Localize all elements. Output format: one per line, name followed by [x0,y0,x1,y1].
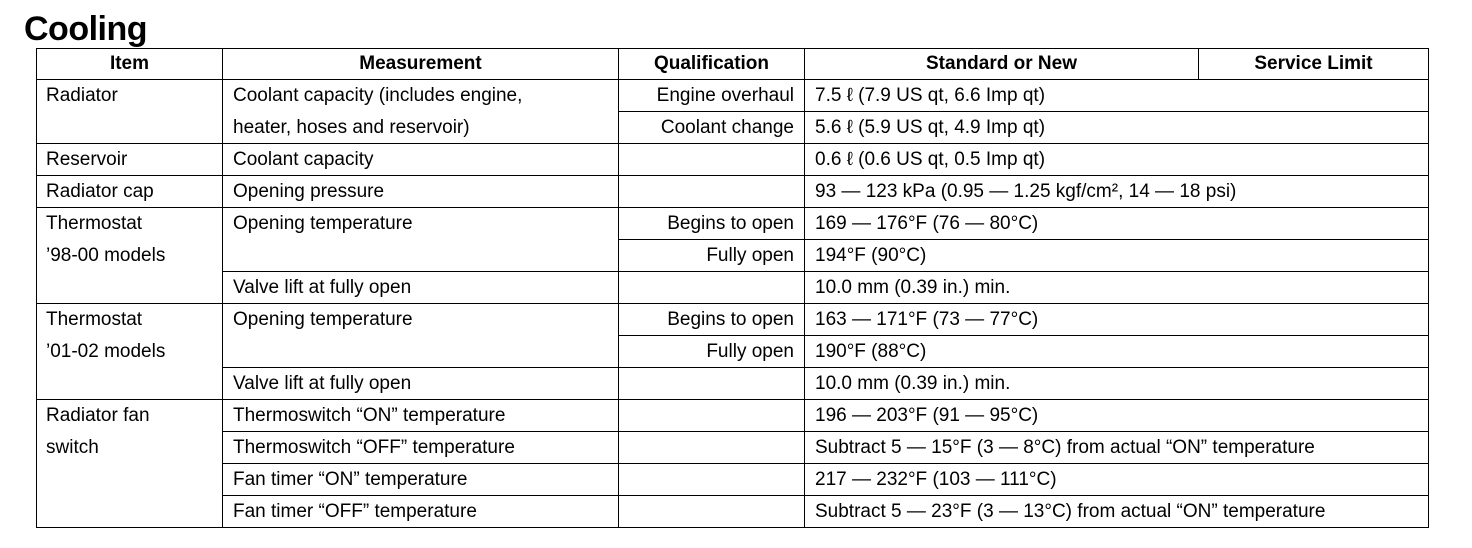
measurement-cell: Opening temperature [223,304,619,368]
qualification-cell: Engine overhaul [619,80,805,112]
item-thermostat-01: Thermostat [37,304,223,336]
standard-cell: 5.6 ℓ (5.9 US qt, 4.9 Imp qt) [805,112,1429,144]
qualification-cell [619,176,805,208]
standard-cell: 0.6 ℓ (0.6 US qt, 0.5 Imp qt) [805,144,1429,176]
measurement-cell: Coolant capacity (includes engine, [223,80,619,112]
item-blank [37,368,223,400]
table-row [37,432,1429,464]
qualification-cell [619,432,805,464]
item-blank [37,464,223,496]
table-row [37,496,1429,528]
item-thermostat-98: Thermostat [37,208,223,240]
qualification-cell [619,400,805,432]
table-row [37,176,1429,208]
table-row [37,112,1429,144]
header-row [37,49,1429,80]
table-row [37,208,1429,240]
header-standard: Standard or New [805,49,1199,80]
standard-cell: 163 — 171°F (73 — 77°C) [805,304,1429,336]
item-radiator-fan: Radiator fan [37,400,223,432]
standard-cell: 196 — 203°F (91 — 95°C) [805,400,1429,432]
table-row [37,304,1429,336]
standard-cell: Subtract 5 — 15°F (3 — 8°C) from actual “ON” temperature [805,432,1429,464]
header-qualification: Qualification [619,49,805,80]
qualification-cell [619,272,805,304]
table-row [37,400,1429,432]
qualification-cell [619,368,805,400]
qualification-cell [619,496,805,528]
qualification-cell [619,144,805,176]
item-radiator: Radiator [37,80,223,144]
table-row [37,368,1429,400]
standard-cell: 10.0 mm (0.39 in.) min. [805,272,1429,304]
table-row [37,144,1429,176]
cooling-spec-table [36,48,1429,528]
qualification-cell: Coolant change [619,112,805,144]
header-service-limit: Service Limit [1199,49,1429,80]
item-radiator-cap: Radiator cap [37,176,223,208]
measurement-cell: Opening pressure [223,176,619,208]
table-row [37,80,1429,112]
measurement-cell: Fan timer “OFF” temperature [223,496,619,528]
header-measurement: Measurement [223,49,619,80]
qualification-cell: Begins to open [619,208,805,240]
item-thermostat-98-models: ’98-00 models [37,240,223,272]
standard-cell: 10.0 mm (0.39 in.) min. [805,368,1429,400]
measurement-cell: Opening temperature [223,208,619,272]
item-blank [37,272,223,304]
standard-cell: 169 — 176°F (76 — 80°C) [805,208,1429,240]
standard-cell: 93 — 123 kPa (0.95 — 1.25 kgf/cm², 14 — 18 psi) [805,176,1429,208]
measurement-cell: heater, hoses and reservoir) [223,112,619,144]
qualification-cell [619,464,805,496]
qualification-cell: Fully open [619,336,805,368]
item-thermostat-01-models: ’01-02 models [37,336,223,368]
standard-cell: 217 — 232°F (103 — 111°C) [805,464,1429,496]
standard-cell: 194°F (90°C) [805,240,1429,272]
item-radiator-fan-switch: switch [37,432,223,464]
page-title: Cooling [24,10,148,48]
item-reservoir: Reservoir [37,144,223,176]
measurement-cell: Valve lift at fully open [223,272,619,304]
item-blank [37,496,223,528]
qualification-cell: Fully open [619,240,805,272]
table-row [37,464,1429,496]
measurement-cell: Valve lift at fully open [223,368,619,400]
standard-cell: 190°F (88°C) [805,336,1429,368]
table-row [37,272,1429,304]
measurement-cell: Coolant capacity [223,144,619,176]
measurement-cell: Fan timer “ON” temperature [223,464,619,496]
measurement-cell: Thermoswitch “ON” temperature [223,400,619,432]
standard-cell: 7.5 ℓ (7.9 US qt, 6.6 Imp qt) [805,80,1429,112]
qualification-cell: Begins to open [619,304,805,336]
standard-cell: Subtract 5 — 23°F (3 — 13°C) from actual “ON” temperature [805,496,1429,528]
measurement-cell: Thermoswitch “OFF” temperature [223,432,619,464]
header-item: Item [37,49,223,80]
